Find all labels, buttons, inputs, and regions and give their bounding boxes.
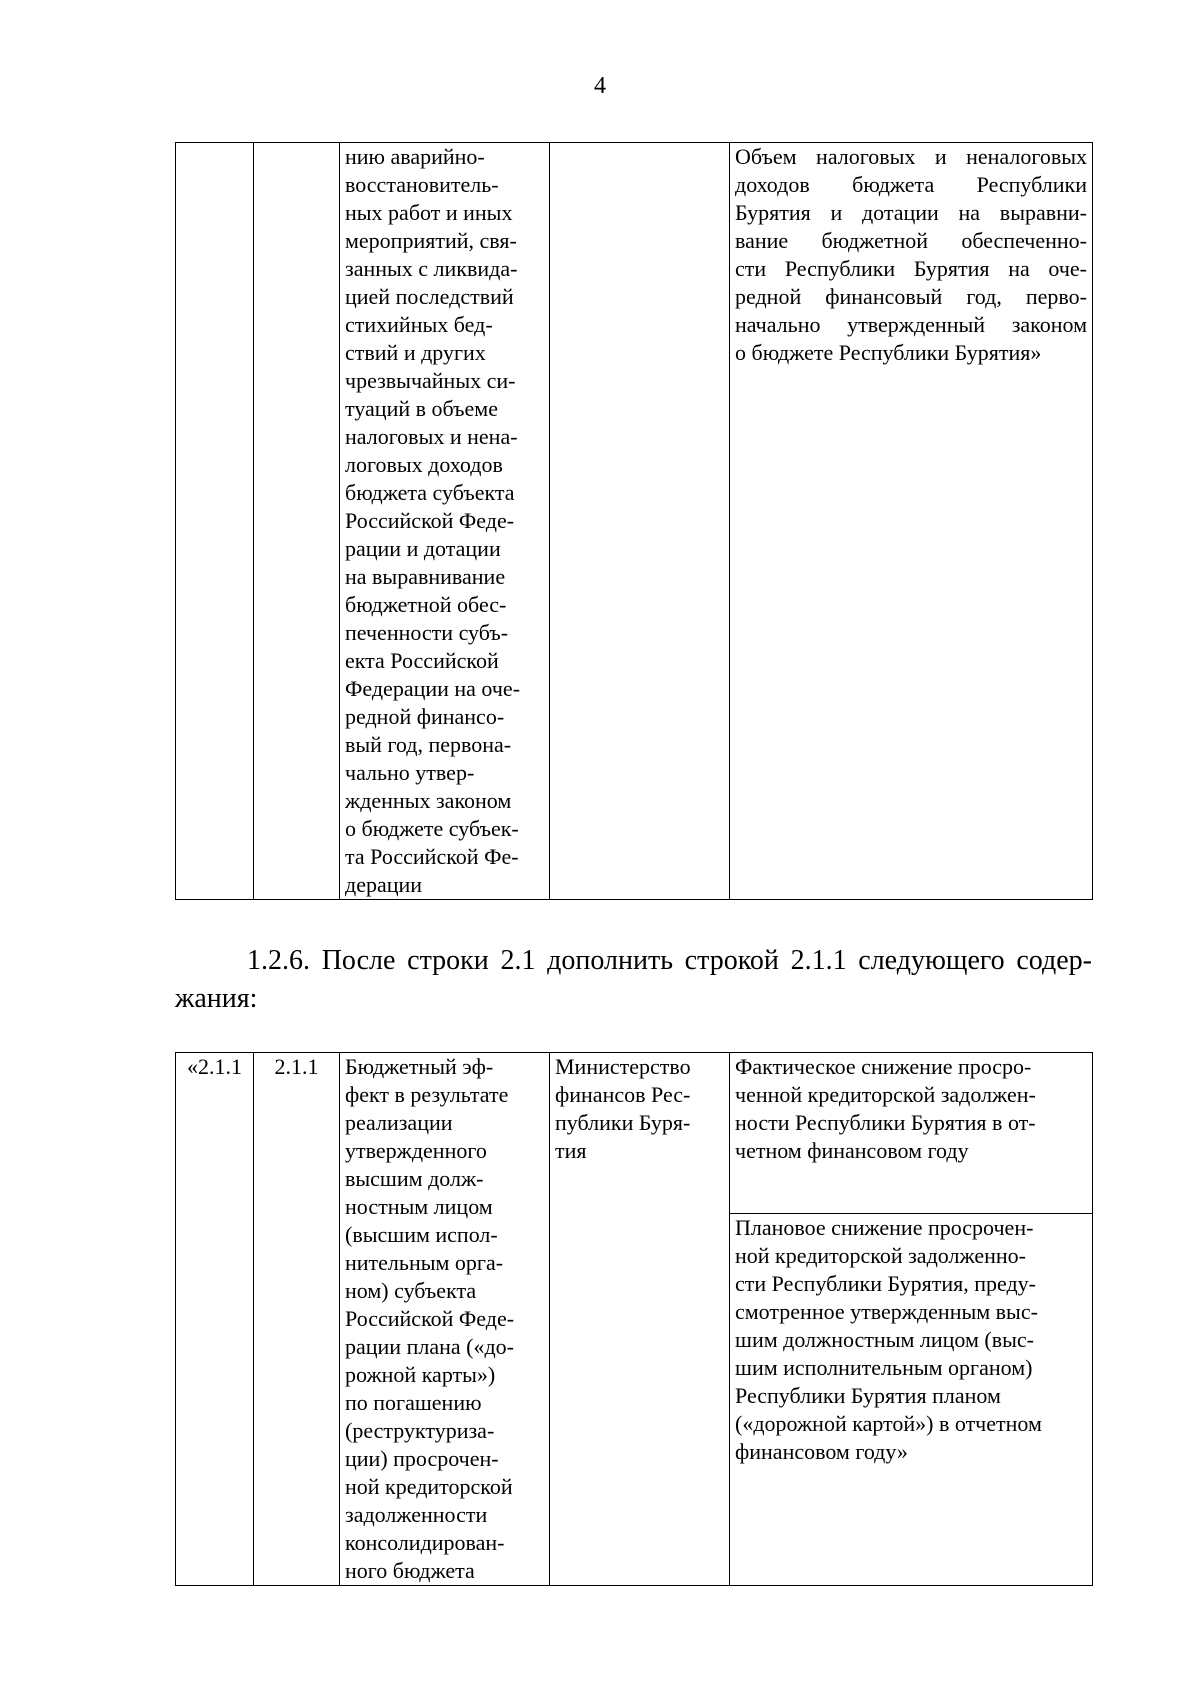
text-line: консолидирован- [345,1530,505,1555]
text-line: высшим долж- [345,1166,484,1191]
text-line: Фактическое снижение просро- [735,1054,1032,1079]
text-line: («дорожной картой») в отчетном [735,1411,1042,1436]
cell-row-number: «2.1.1 [176,1053,254,1586]
text-line: чрезвычайных си- [345,368,516,393]
cell-indicator-name [340,1053,550,1586]
text-line: печенности субъ- [345,620,509,645]
cell-responsible-body [550,1053,730,1586]
text-line: рации плана («до- [345,1334,514,1359]
paragraph-line-1: 1.2.6. После строки 2.1 дополнить строкой 2.1.1 следующего содер- [247,945,1092,976]
text-line: бюджета субъекта [345,480,515,505]
text-line: финансов Рес- [555,1082,691,1107]
text-line: о бюджете субъек- [345,816,519,841]
text-line: ных работ и иных [345,200,513,225]
text-line: Бурятия и дотации на выравни- [735,200,1087,225]
text-line: смотренное утвержденным выс- [735,1299,1038,1324]
text-line: сти Республики Бурятия, преду- [735,1271,1036,1296]
page-number: 4 [594,73,606,99]
paragraph-line-2: жания: [175,983,258,1014]
text-line: доходов бюджета Республики [735,172,1087,197]
cell-code: 2.1.1 [254,1053,340,1586]
text-line: шим должностным лицом (выс- [735,1327,1035,1352]
text-line: чально утвер- [345,760,475,785]
text-line: Плановое снижение просрочен- [735,1215,1034,1240]
text-line: рожной карты») [345,1362,496,1387]
cell-formula-description [730,143,1093,900]
text-line: Российской Феде- [345,508,515,533]
text-line: туаций в объеме [345,396,498,421]
text-line: ции) просрочен- [345,1446,499,1471]
text-line: та Российской Фе- [345,844,519,869]
text-line: стихийных бед- [345,312,493,337]
text-line: Федерации на оче- [345,676,521,701]
text-line: ченной кредиторской задолжен- [735,1082,1036,1107]
text-line: вание бюджетной обеспеченно- [735,228,1087,253]
text-line: утвержденного [345,1138,487,1163]
text-line: ствий и других [345,340,486,365]
text-line: (высшим испол- [345,1222,498,1247]
cell-empty [550,143,730,900]
text-line: дерации [345,872,423,897]
text-line: Российской Феде- [345,1306,515,1331]
text-line: редной финансо- [345,704,505,729]
text-line: редной финансовый год, перво- [735,284,1087,309]
table-row [176,143,1093,900]
text-line: задолженности [345,1502,488,1527]
text-line: ной кредиторской задолженно- [735,1243,1026,1268]
text-line: нию аварийно- [345,144,485,169]
text-line: на выравнивание [345,564,506,589]
text-line: финансовом году» [735,1439,908,1464]
text-line: вый год, первона- [345,732,512,757]
text-line: восстановитель- [345,172,499,197]
cell-empty [254,143,340,900]
amendment-paragraph [175,942,1092,1018]
text-line: шим исполнительным органом) [735,1355,1033,1380]
cell-indicator-name [340,143,550,900]
text-line: о бюджете Республики Бурятия» [735,340,1042,365]
cell-empty [176,143,254,900]
text-line: реализации [345,1110,453,1135]
text-line: ном) субъекта [345,1278,477,1303]
text-line: ности Республики Бурятия в от- [735,1110,1036,1135]
text-line: логовых доходов [345,452,503,477]
text-line: рации и дотации [345,536,501,561]
table-new-row [175,1052,1093,1586]
table-row [176,1053,1093,1214]
text-line: нительным орга- [345,1250,504,1275]
text-line: ной кредиторской [345,1474,513,1499]
text-line: Объем налоговых и неналоговых [735,144,1087,169]
text-line: ностным лицом [345,1194,493,1219]
text-line: начально утвержденный законом [735,312,1087,337]
cell-planned-reduction [730,1214,1093,1586]
text-line: мероприятий, свя- [345,228,517,253]
text-line: бюджетной обес- [345,592,507,617]
text-line: четном финансовом году [735,1138,969,1163]
text-line: ного бюджета [345,1558,475,1583]
text-line: сти Республики Бурятия на оче- [735,256,1087,281]
text-line: занных с ликвида- [345,256,518,281]
text-line: Бюджетный эф- [345,1054,494,1079]
text-line: жденных законом [345,788,512,813]
text-line: по погашению [345,1390,482,1415]
text-line: Министерство [555,1054,691,1079]
text-line: цией последствий [345,284,514,309]
text-line: тия [555,1138,587,1163]
text-line: Республики Бурятия планом [735,1383,1001,1408]
text-line: (реструктуриза- [345,1418,495,1443]
text-line: екта Российской [345,648,499,673]
text-line: налоговых и нена- [345,424,518,449]
text-line: фект в результате [345,1082,509,1107]
table-continuation [175,142,1093,900]
text-line: публики Буря- [555,1110,691,1135]
cell-actual-reduction [730,1053,1093,1214]
